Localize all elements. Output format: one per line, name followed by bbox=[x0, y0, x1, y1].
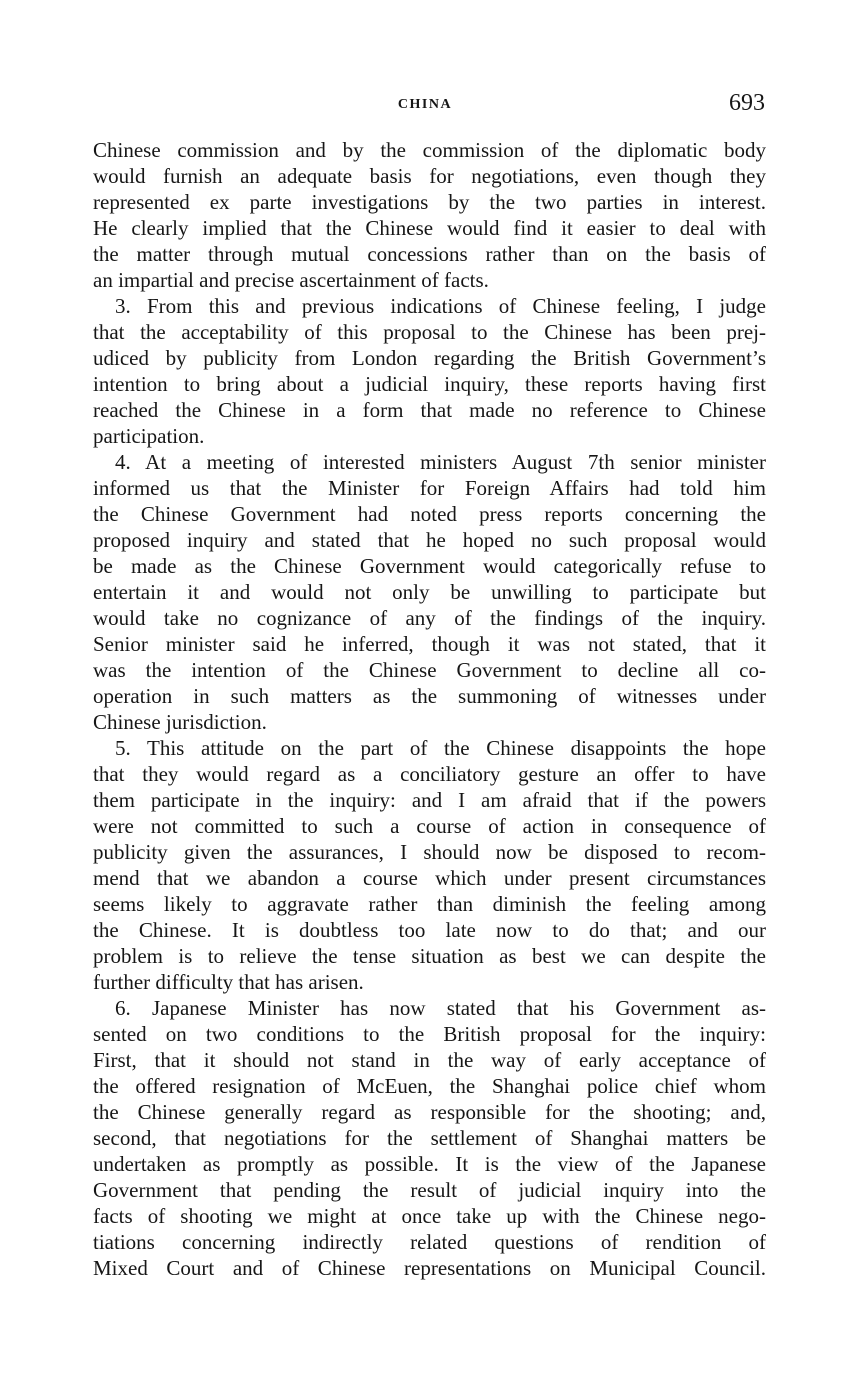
text-line: further difficulty that has arisen. bbox=[93, 970, 364, 994]
text-line: publicity given the assurances, I should now be disposed to recom- bbox=[93, 840, 766, 864]
text-line: Mixed Court and of Chinese representations on Municipal Council. bbox=[93, 1256, 766, 1280]
text-line: He clearly implied that the Chinese would find it easier to deal with bbox=[93, 216, 766, 240]
text-line: an impartial and precise ascertainment of facts. bbox=[93, 268, 489, 292]
text-line: Chinese commission and by the commission of the diplomatic body bbox=[93, 138, 766, 162]
text-line: participation. bbox=[93, 424, 205, 448]
text-line: the offered resignation of McEuen, the Shanghai police chief whom bbox=[93, 1074, 766, 1098]
text-line: 3. From this and previous indications of Chinese feeling, I judge bbox=[115, 294, 766, 318]
text-line: represented ex parte investigations by the two parties in interest. bbox=[93, 190, 766, 214]
page-number: 693 bbox=[729, 90, 765, 116]
text-line: undertaken as promptly as possible. It is the view of the Japanese bbox=[93, 1152, 766, 1176]
running-header-title: CHINA bbox=[397, 97, 453, 112]
text-line: seems likely to aggravate rather than diminish the feeling among bbox=[93, 892, 766, 916]
text-line: be made as the Chinese Government would categorically refuse to bbox=[93, 554, 766, 578]
text-line: entertain it and would not only be unwilling to participate but bbox=[93, 580, 766, 604]
text-line: Chinese jurisdiction. bbox=[93, 710, 267, 734]
text-line: the Chinese generally regard as responsible for the shooting; and, bbox=[93, 1100, 766, 1124]
text-line: mend that we abandon a course which under present circumstances bbox=[93, 866, 766, 890]
body-text bbox=[93, 137, 766, 1281]
text-line: udiced by publicity from London regarding the British Government’s bbox=[93, 346, 766, 370]
text-line: proposed inquiry and stated that he hoped no such proposal would bbox=[93, 528, 766, 552]
text-line: that the acceptability of this proposal to the Chinese has been prej- bbox=[93, 320, 766, 344]
text-line: second, that negotiations for the settlement of Shanghai matters be bbox=[93, 1126, 766, 1150]
text-line: problem is to relieve the tense situation as best we can despite the bbox=[93, 944, 766, 968]
text-line: 6. Japanese Minister has now stated that his Government as- bbox=[115, 996, 766, 1020]
text-line: 5. This attitude on the part of the Chinese disappoints the hope bbox=[115, 736, 766, 760]
text-line: sented on two conditions to the British proposal for the inquiry: bbox=[93, 1022, 766, 1046]
text-line: facts of shooting we might at once take up with the Chinese nego- bbox=[93, 1204, 766, 1228]
text-line: intention to bring about a judicial inquiry, these reports having first bbox=[93, 372, 766, 396]
text-line: them participate in the inquiry: and I am afraid that if the powers bbox=[93, 788, 766, 812]
text-line: Senior minister said he inferred, though it was not stated, that it bbox=[93, 632, 766, 656]
text-line: would take no cognizance of any of the findings of the inquiry. bbox=[93, 606, 766, 630]
text-line: 4. At a meeting of interested ministers August 7th senior minister bbox=[115, 450, 766, 474]
text-line: that they would regard as a conciliatory gesture an offer to have bbox=[93, 762, 766, 786]
text-line: Government that pending the result of judicial inquiry into the bbox=[93, 1178, 766, 1202]
text-line: the Chinese. It is doubtless too late now to do that; and our bbox=[93, 918, 766, 942]
text-line: were not committed to such a course of action in consequence of bbox=[93, 814, 766, 838]
text-line: First, that it should not stand in the way of early acceptance of bbox=[93, 1048, 766, 1072]
text-line: would furnish an adequate basis for negotiations, even though they bbox=[93, 164, 766, 188]
text-line: was the intention of the Chinese Government to decline all co- bbox=[93, 658, 766, 682]
text-line: operation in such matters as the summoning of witnesses under bbox=[93, 684, 766, 708]
text-line: tiations concerning indirectly related questions of rendition of bbox=[93, 1230, 766, 1254]
text-line: the matter through mutual concessions rather than on the basis of bbox=[93, 242, 766, 266]
text-line: the Chinese Government had noted press reports concerning the bbox=[93, 502, 766, 526]
text-line: informed us that the Minister for Foreign Affairs had told him bbox=[93, 476, 766, 500]
text-line: reached the Chinese in a form that made no reference to Chinese bbox=[93, 398, 766, 422]
